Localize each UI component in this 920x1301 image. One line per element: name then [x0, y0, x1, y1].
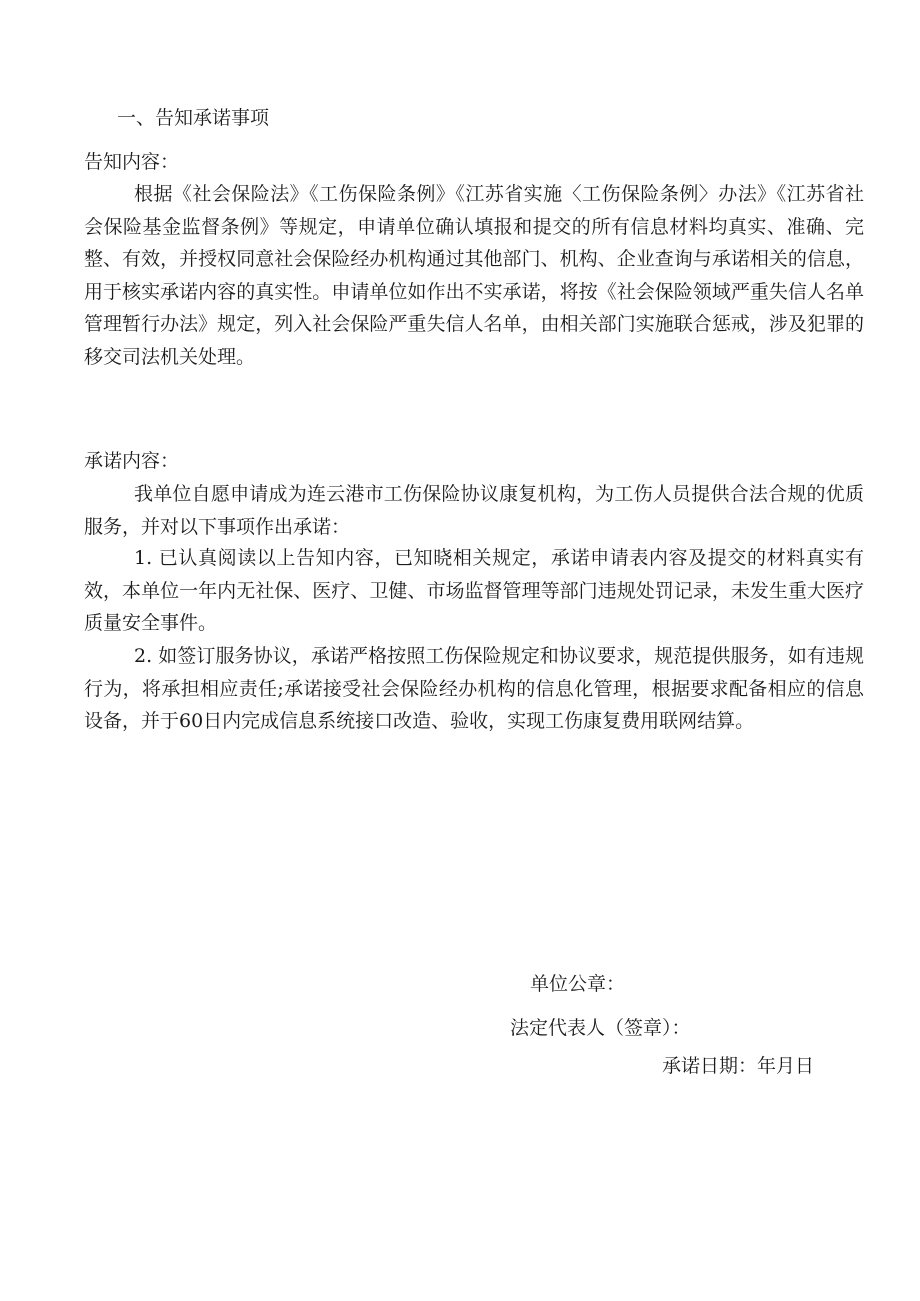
- company-seal-label: 单位公章：: [530, 973, 626, 995]
- commitment-item-2: 2. 如签订服务协议，承诺严格按照工伤保险规定和协议要求，规范提供服务，如有违规行为，将承担相应责任;承诺接受社会保险经办机构的信息化管理，根据要求配备相应的信息设备，并于60日内完成信息系统接口改造、验收，实现工伤康复费用联网结算。: [84, 645, 864, 732]
- commitment-intro: 我单位自愿申请成为连云港市工伤保险协议康复机构，为工伤人员提供合法合规的优质服务，并对以下事项作出承诺：: [84, 483, 864, 538]
- notice-label: 告知内容：: [84, 151, 180, 173]
- commitment-label: 承诺内容：: [84, 450, 180, 472]
- legal-representative-label: 法定代表人（签章）：: [510, 1017, 691, 1039]
- section-heading: 一、告知承诺事项: [117, 107, 270, 129]
- notice-body: 根据《社会保险法》《工伤保险条例》《江苏省实施〈工伤保险条例〉办法》《江苏省社会保险基金监督条例》等规定，申请单位确认填报和提交的所有信息材料均真实、准确、完整、有效，并授权同意社会保险经办机构通过其他部门、机构、企业查询与承诺相关的信息，用于核实承诺内容的真实性。申请单位如作出不实承诺，将按《社会保险领域严重失信人名单管理暂行办法》规定，列入社会保险严重失信人名单，由相关部门实施联合惩戒，涉及犯罪的移交司法机关处理。: [84, 183, 864, 368]
- commitment-date-label: 承诺日期：年月日: [662, 1055, 815, 1077]
- commitment-item-1: 1. 已认真阅读以上告知内容，已知晓相关规定，承诺申请表内容及提交的材料真实有效，本单位一年内无社保、医疗、卫健、市场监督管理等部门违规处罚记录，未发生重大医疗质量安全事件。: [84, 547, 864, 634]
